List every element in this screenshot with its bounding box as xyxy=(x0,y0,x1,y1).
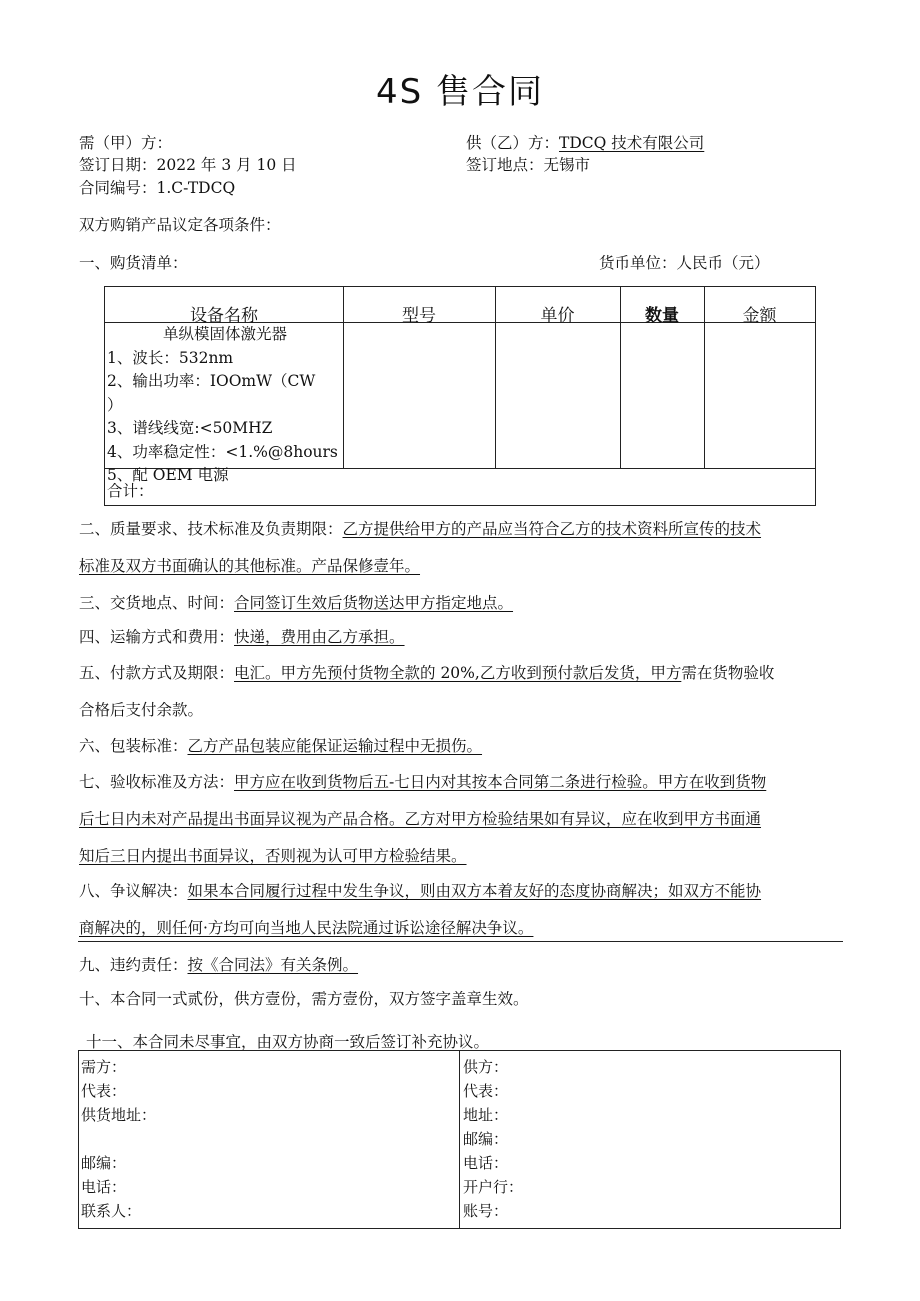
clause-8-label: 八、争议解决： xyxy=(79,882,188,900)
buyer-field xyxy=(81,1127,156,1151)
clause-7-text: 知后三日内提出书面异议，否则视为认可甲方检验结果。 xyxy=(79,847,467,865)
clause-8 xyxy=(79,873,761,947)
clause-8-text: 商解决的，则任何·方均可向当地人民法院通过诉讼途径解决争议。 xyxy=(79,919,534,937)
clause-2-label: 二、质量要求、技术标准及负责期限： xyxy=(79,520,343,538)
clause-11-text: 十一、本合同未尽事宜，由双方协商一致后签订补充协议。 xyxy=(86,1033,490,1051)
supplier-line xyxy=(466,131,704,153)
clause-5-text: 电汇。甲方先预付货物全款的 20%,乙方收到预付款后发货，甲方 xyxy=(234,664,682,682)
sign-place-line xyxy=(466,153,590,175)
clause-3-label: 三、交货地点、时间： xyxy=(79,594,235,612)
supplier-field: 电话： xyxy=(463,1154,509,1172)
section-divider xyxy=(78,941,843,942)
buyer-field: 联系人： xyxy=(81,1202,142,1220)
clause-10-text: 十、本合同一式贰份，供方壹份，需方壹份，双方签字盖章生效。 xyxy=(79,990,529,1008)
clause-5 xyxy=(79,655,774,729)
col-header-name: 设备名称 xyxy=(190,306,258,326)
contract-no-line xyxy=(79,176,235,198)
buyer-field: 需方： xyxy=(81,1058,127,1076)
clause-9-label: 九、违约责任： xyxy=(79,956,188,974)
clause-10 xyxy=(79,981,529,1018)
clause-5-text: 合格后支付余款。 xyxy=(79,701,204,719)
product-spec-cell xyxy=(105,323,343,484)
spec-line: ） xyxy=(107,395,123,414)
clause-5-text-tail: 需在货物验收 xyxy=(681,664,775,682)
clause-7-label: 七、验收标准及方法： xyxy=(79,773,235,791)
signature-table xyxy=(78,1050,841,1229)
clause-7-text: 后七日内未对产品提出书面异议视为产品合格。乙方对甲方检验结果如有异议，应在收到甲方书面通 xyxy=(79,810,762,828)
col-header-amount: 金额 xyxy=(742,306,777,326)
currency-unit: 货币单位：人民币（元） xyxy=(599,254,770,272)
spec-line: 3、谱线线宽:<50MHZ xyxy=(107,419,273,437)
supplier-field: 代表： xyxy=(463,1082,509,1100)
supplier-field: 供方： xyxy=(463,1058,509,1076)
buyer-field: 供货地址： xyxy=(81,1106,157,1124)
sign-date: 2022 年 3 月 10 日 xyxy=(156,156,297,174)
sign-place-label: 签订地点： xyxy=(466,156,544,174)
col-header-quantity: 数量 xyxy=(645,306,679,326)
purchase-table xyxy=(104,286,816,506)
clause-4-label: 四、运输方式和费用： xyxy=(79,628,235,646)
supplier-field: 账号： xyxy=(463,1202,509,1220)
supplier-name: TDCQ 技术有限公司 xyxy=(559,134,705,152)
buyer-field: 电话： xyxy=(81,1178,127,1196)
purchase-section-label: 一、购货清单： xyxy=(79,254,188,272)
sign-place: 无锡市 xyxy=(543,156,591,174)
contract-title: 4S 售合同 xyxy=(375,72,545,112)
clause-6 xyxy=(79,728,482,765)
supplier-field: 邮编： xyxy=(463,1130,509,1148)
total-label: 合计： xyxy=(107,482,154,500)
sign-date-label: 签订日期： xyxy=(79,156,157,174)
clause-6-label: 六、包装标准： xyxy=(79,737,188,755)
clause-8-text: 如果本合同履行过程中发生争议，则由双方本着友好的态度协商解决；如双方不能协 xyxy=(187,882,762,900)
clause-7-text: 甲方应在收到货物后五-七日内对其按本合同第二条进行检验。甲方在收到货物 xyxy=(234,773,767,791)
clause-7 xyxy=(79,764,766,875)
buyer-field: 邮编： xyxy=(81,1154,127,1172)
table-divider xyxy=(459,1051,460,1228)
spec-line: 4、功率稳定性：<1.%@8hours xyxy=(107,442,338,461)
buyer-signature-column xyxy=(81,1055,156,1223)
sign-date-line xyxy=(79,153,297,175)
clause-3-text: 合同签订生效后货物送达甲方指定地点。 xyxy=(234,594,514,612)
col-header-unit-price: 单价 xyxy=(540,306,575,326)
supplier-signature-column xyxy=(463,1055,523,1223)
clause-5-label: 五、付款方式及期限： xyxy=(79,664,235,682)
spec-line: 2、输出功率：IOOmW（CW xyxy=(107,372,316,390)
spec-line: 1、波长：532nm xyxy=(107,348,234,367)
clause-4 xyxy=(79,619,405,656)
clause-2-text: 乙方提供给甲方的产品应当符合乙方的技术资料所宣传的技术 xyxy=(342,520,762,538)
product-name: 单纵模固体激光器 xyxy=(162,325,287,343)
clause-4-text: 快递，费用由乙方承担。 xyxy=(234,628,405,646)
buyer-field: 代表： xyxy=(81,1082,127,1100)
clause-3 xyxy=(79,585,513,622)
supplier-field: 开户行： xyxy=(463,1178,524,1196)
clause-6-text: 乙方产品包装应能保证运输过程中无损伤。 xyxy=(187,737,483,755)
clause-2 xyxy=(79,511,761,585)
spec-line: 5、配 OEM 电源 xyxy=(107,466,229,484)
intro-text: 双方购销产品议定各项条件： xyxy=(79,216,281,234)
col-header-model: 型号 xyxy=(402,306,436,326)
clause-2-text: 标准及双方书面确认的其他标准。产品保修壹年。 xyxy=(79,557,421,575)
buyer-label: 需（甲）方： xyxy=(79,134,173,152)
clause-9 xyxy=(79,947,358,984)
contract-no-label: 合同编号： xyxy=(79,179,157,197)
supplier-label: 供（乙）方： xyxy=(466,134,560,152)
supplier-field: 地址： xyxy=(463,1106,509,1124)
clause-9-text: 按《合同法》有关条例。 xyxy=(187,956,359,974)
contract-no: 1.C-TDCQ xyxy=(156,179,236,197)
